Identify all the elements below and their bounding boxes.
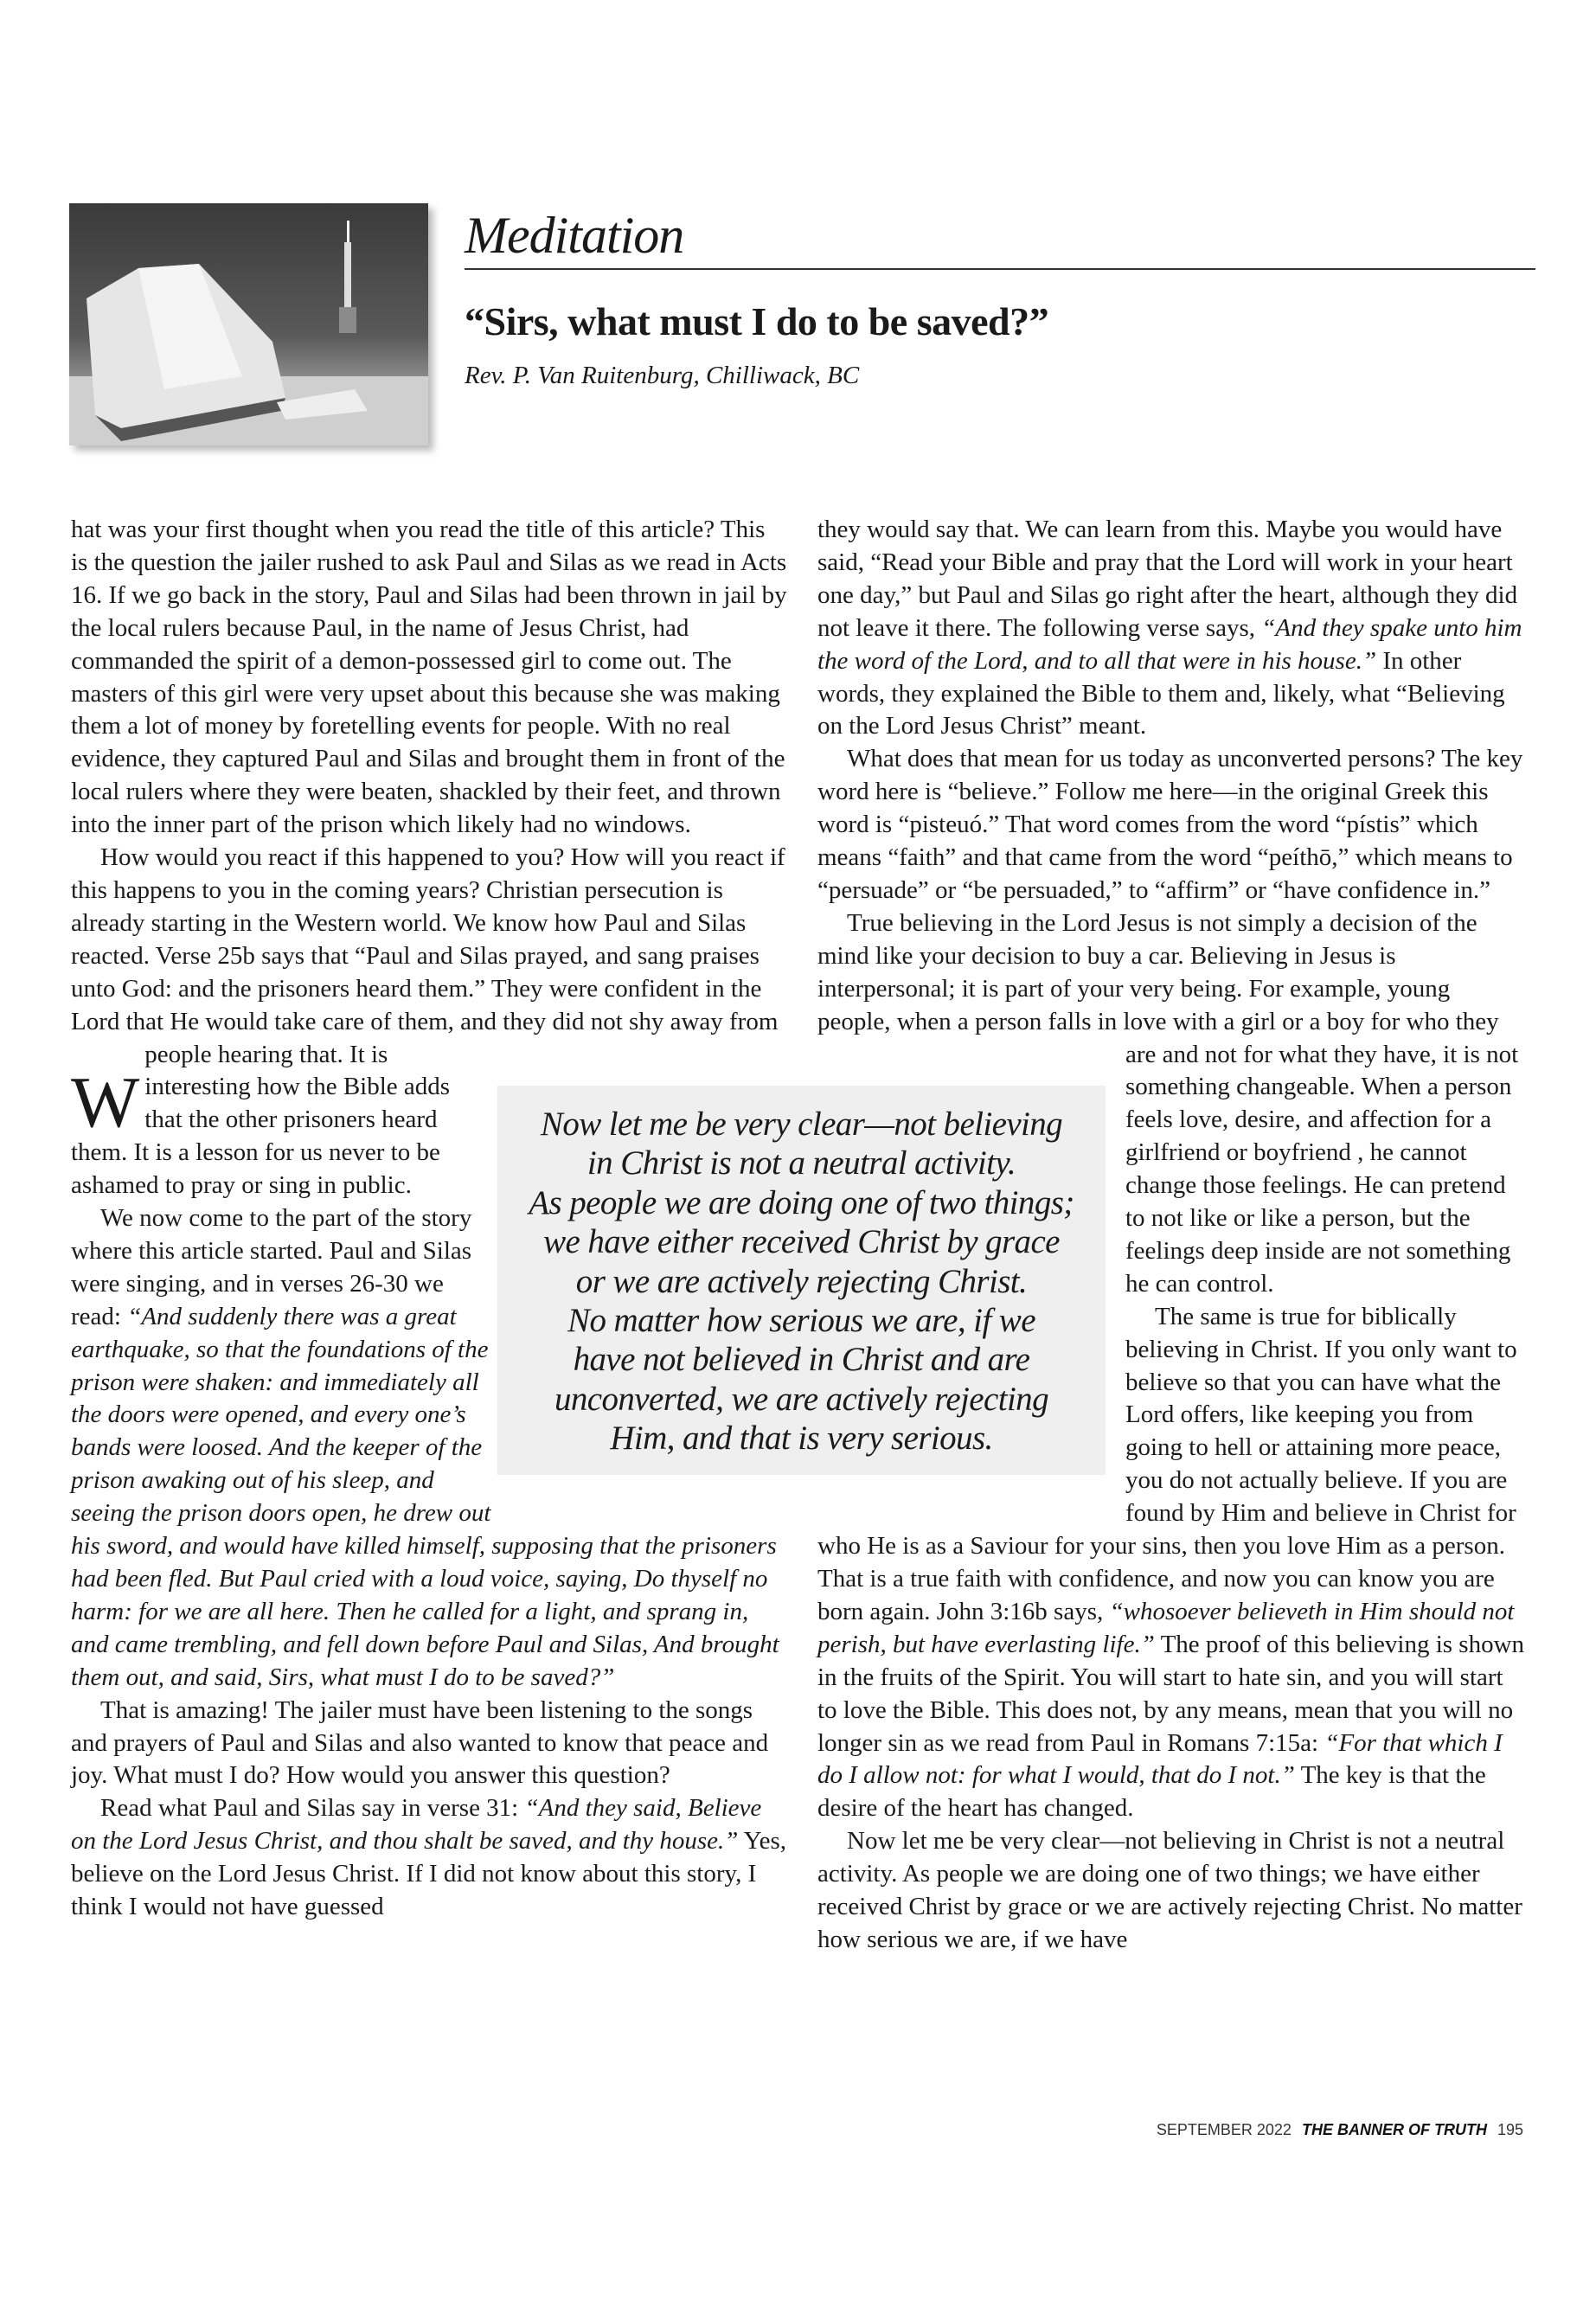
pull-quote xyxy=(497,1086,1106,1475)
paragraph: That is amazing! The jailer must have been listening to the songs and prayers of Paul and Silas and also wanted to know that peace and joy. What must I do? How would you answer this question? xyxy=(71,1695,769,1790)
paragraph-text: Yes, believe on the Lord Jesus Christ. If I did not know about this story, I think I would not have guessed xyxy=(71,1827,787,1921)
pull-quote-line: we have either received Christ by grace xyxy=(543,1223,1060,1261)
pull-quote-line: Him, and that is very serious. xyxy=(610,1420,993,1458)
issue-date: SEPTEMBER 2022 xyxy=(1156,2121,1292,2138)
pull-quote-line: unconverted, we are actively rejecting xyxy=(554,1380,1048,1418)
paragraph: How would you react if this happened to you? How will you react if this happens to you in the coming years? Christian persecution is already starting in the Western world. We know how Paul and Silas reacted. Verse 25b says that “Paul and Silas prayed, and sang praises unto God: and the prisoners heard them.” They were confident in the Lord that He would take care of them, and they did not shy away from people hearing that. It is interesting how the Bible adds that the other prisoners heard them. It is a lesson for us never to be ashamed to pray or sing in public. xyxy=(71,843,785,1200)
drop-cap: W xyxy=(71,1062,140,1143)
paragraph-text: they would say that. We can learn from this. Maybe you would have said, “Read your Bible and pray that the Lord will work in your heart one day,” but Paul and Silas go right after the heart, although they did not leave it there. The following verse says, xyxy=(817,516,1518,642)
scripture-quote: “And they said, Believe on the Lord Jesus Christ, and thou shalt be saved, and thy house.” xyxy=(71,1794,762,1856)
pull-quote-line: in Christ is not a neutral activity. xyxy=(586,1144,1016,1183)
scripture-quote: “And suddenly there was a great earthquake, so that the foundations of the prison were shaken: and immediately all the doors were opened, and every one’s bands were loosed. And the keeper of the prison awaking out of his sleep, and seeing the prison doors open, he drew out his sword, and would have killed himself, supposing that the prisoners had been fled. But Paul cried with a loud voice, saying, Do thyself no harm: for we are all here. Then he called for a light, and sprang in, and came trembling, and fell down before Paul and Silas, And brought them out, and said, Sirs, what must I do to be saved?” xyxy=(71,1302,779,1691)
paragraph-text: Read what Paul and Silas say in verse 31: xyxy=(100,1794,525,1823)
paragraph-text: We now come to the part of the story where this article started. Paul and Silas were singing, and in verses 26-30 we read: xyxy=(71,1204,472,1330)
paragraph-text: The proof of this believing is shown in the fruits of the Spirit. You will start to hate sin, and you will start to love the Bible. This does not, by any means, mean that you will no longer sin as we read from Paul in Romans 7:15a: xyxy=(817,1630,1525,1757)
bible-candle-illustration xyxy=(69,203,428,445)
pull-quote-line: No matter how serious we are, if we xyxy=(567,1302,1035,1340)
section-rule xyxy=(465,268,1535,270)
paragraph: True believing in the Lord Jesus is not simply a decision of the mind like your decision to buy a car. Believing in Jesus is interpersonal; it is part of your very being. For example, young people, when a person falls in love with a girl or a boy for who they are and not for what they have, it is not something changeable. When a person feels love, desire, and affection for a girlfriend or boyfriend , he cannot change those feelings. He can pretend to not like or like a person, but the feelings deep inside are not something he can control. xyxy=(817,908,1519,1298)
paragraph: What does that mean for us today as unconverted persons? The key word here is “believe.” Follow me here—in the original Greek this word is “pisteuó.” That word comes from the word “pístis” which means “faith” and that came from the word “peíthō,” which means to “persuade” or “be persuaded,” to “affirm” or “have confidence in.” xyxy=(817,745,1523,904)
paragraph-text: The key is that the desire of the heart has changed. xyxy=(817,1761,1486,1823)
pull-quote-line: or we are actively rejecting Christ. xyxy=(575,1262,1028,1300)
scripture-quote: “And they spake unto him the word of the Lord, and to all that were in his house.” xyxy=(817,613,1522,675)
paragraph-text: hat was your first thought when you read the title of this article? This is the question the jailer rushed to ask Paul and Silas as we read in Acts 16. If we go back in the story, Paul and Silas had been thrown in jail by the local rulers because Paul, in the name of Jesus Christ, had commanded the spirit of a demon-possessed girl to come out. The masters of this girl were very upset about this because she was making them a lot of money by foretelling events for people. With no real evidence, they captured Paul and Silas and brought them in front of the local rulers where they were beaten, shackled by their feet, and thrown into the inner part of the prison which likely had no windows. xyxy=(71,516,787,839)
article-title: “Sirs, what must I do to be saved?” xyxy=(465,299,1049,343)
pull-quote-line: As people we are doing one of two things; xyxy=(529,1183,1074,1221)
article-author: Rev. P. Van Ruitenburg, Chilliwack, BC xyxy=(465,362,860,389)
page-number: 195 xyxy=(1497,2121,1523,2138)
magazine-name: THE BANNER OF TRUTH xyxy=(1301,2121,1487,2138)
paragraph xyxy=(71,1792,787,1924)
scripture-quote: “For that which I do I allow not: for what I would, that do I not.” xyxy=(817,1728,1503,1790)
paragraph xyxy=(817,514,1527,743)
paragraph-text: The same is true for biblically believing in Christ. If you only want to believe so that you can have what the Lord offers, like keeping you from going to hell or attaining more peace, you do not actually believe. If you are found by Him and believe in Christ for who He is as a Saviour for your sins, then you love Him as a person. That is a true faith with confidence, and now you can know you are born again. John 3:16b says, xyxy=(817,1302,1517,1625)
pull-quote-line: have not believed in Christ and are xyxy=(573,1341,1030,1379)
paragraph: Now let me be very clear—not believing in Christ is not a neutral activity. As people we are doing one of two things; we have either received Christ by grace or we are actively rejecting Christ. No matter how serious we are, if we have xyxy=(817,1827,1522,1953)
pull-quote-line: Now let me be very clear—not believing xyxy=(540,1106,1063,1143)
scripture-quote: “whosoever believeth in Him should not perish, but have everlasting life.” xyxy=(817,1597,1515,1658)
paragraph-text: In other words, they explained the Bible to them and, likely, what “Believing on the Lord Jesus Christ” meant. xyxy=(817,646,1505,740)
page-footer xyxy=(1157,2121,1523,2139)
section-heading: Meditation xyxy=(465,207,684,264)
